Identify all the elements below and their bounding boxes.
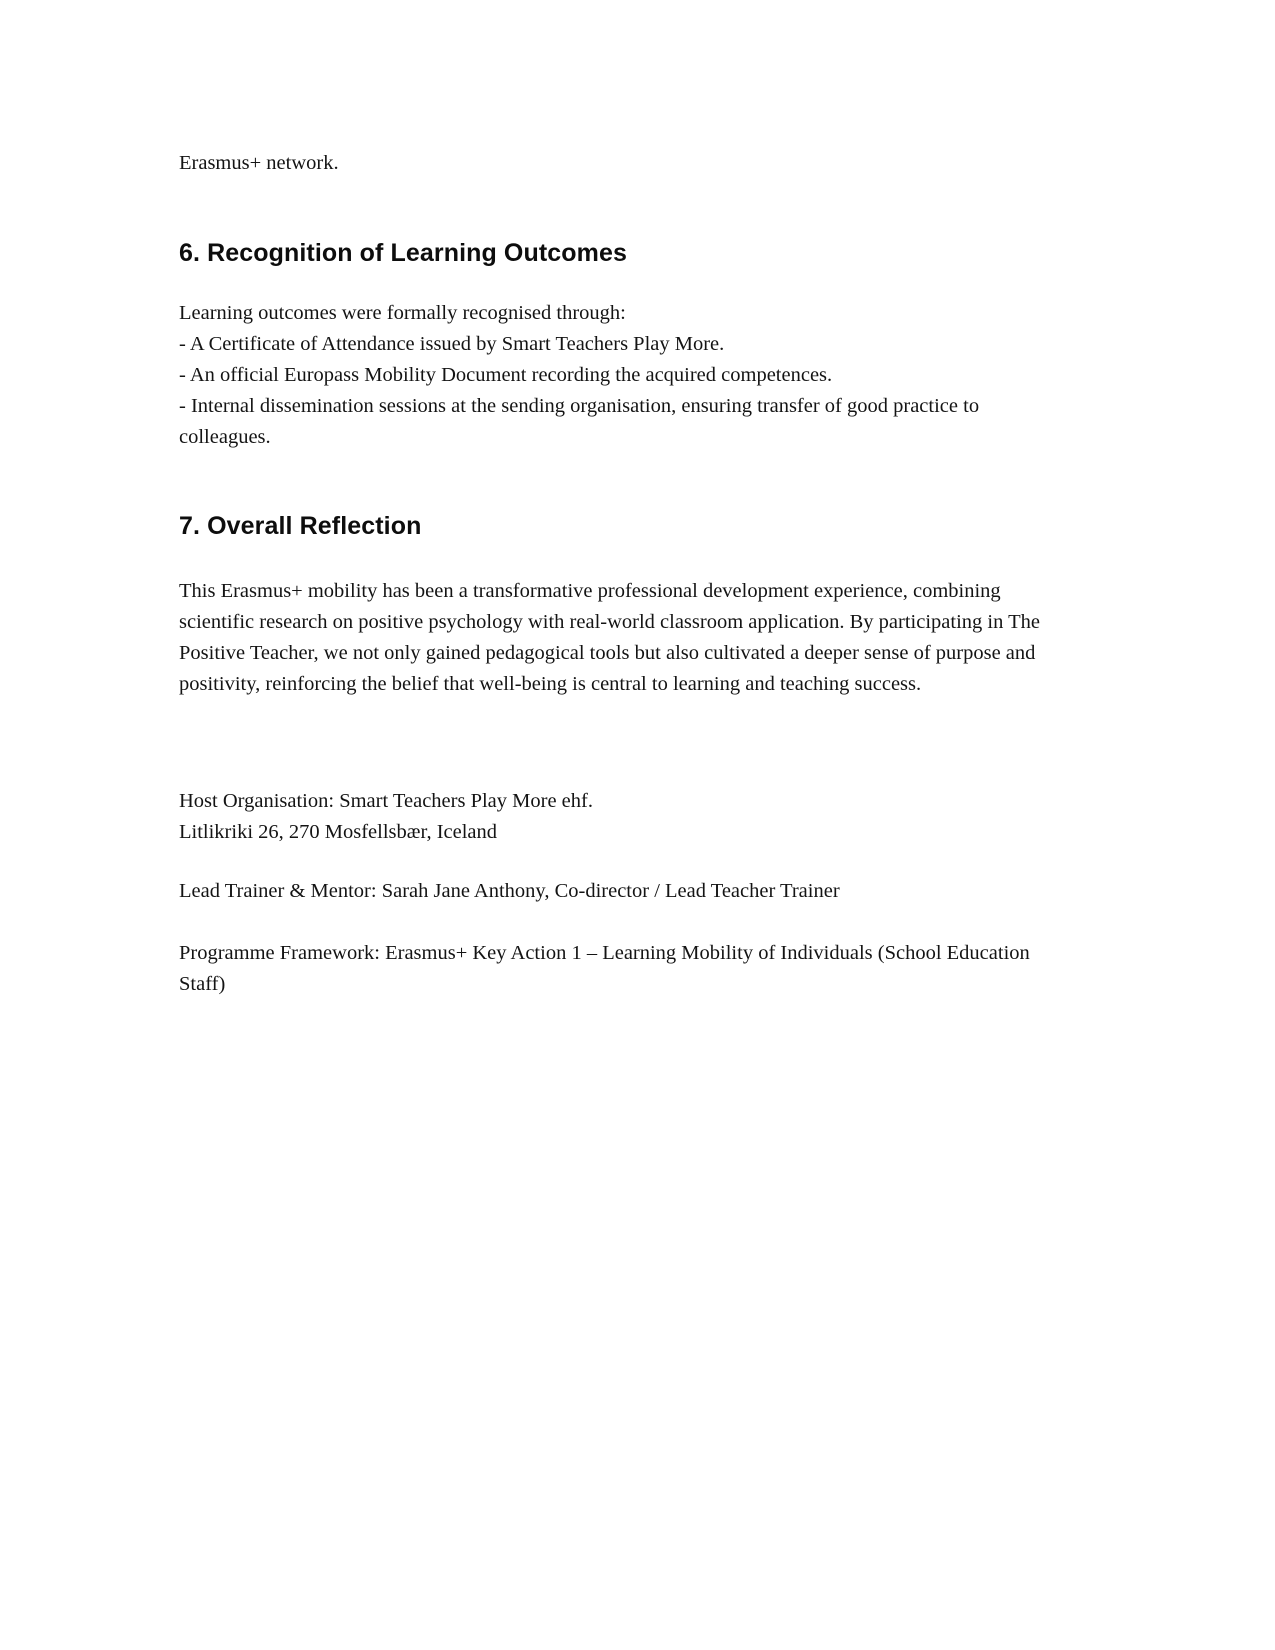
host-organisation-line: Host Organisation: Smart Teachers Play More ehf. bbox=[179, 790, 593, 812]
recognition-intro-line: Learning outcomes were formally recognised through: bbox=[179, 302, 626, 324]
host-address-line: Litlikriki 26, 270 Mosfellsbær, Iceland bbox=[179, 821, 498, 843]
recognition-item-europass: - An official Europass Mobility Document recording the acquired competences. bbox=[179, 364, 833, 386]
host-organisation-block bbox=[179, 786, 1047, 848]
programme-framework-line: Programme Framework: Erasmus+ Key Action 1 – Learning Mobility of Individuals (School Education Staff) bbox=[179, 942, 1030, 995]
lead-trainer-line: Lead Trainer & Mentor: Sarah Jane Anthony, Co-director / Lead Teacher Trainer bbox=[179, 880, 840, 902]
section-heading-recognition: 6. Recognition of Learning Outcomes bbox=[179, 239, 627, 267]
section-heading-reflection: 7. Overall Reflection bbox=[179, 512, 422, 540]
recognition-item-dissemination: - Internal dissemination sessions at the sending organisation, ensuring transfer of good practice to colleagues. bbox=[179, 395, 980, 448]
recognition-item-certificate: - A Certificate of Attendance issued by Smart Teachers Play More. bbox=[179, 333, 725, 355]
intro-paragraph: Erasmus+ network. bbox=[179, 152, 339, 174]
recognition-paragraph bbox=[179, 298, 1047, 453]
reflection-paragraph: This Erasmus+ mobility has been a transformative professional development experience, combining scientific research on positive psychology with real-world classroom application. By participating in The Positive Teacher, we not only gained pedagogical tools but also cultivated a deeper sense of purpose and positivity, reinforcing the belief that well-being is central to learning and teaching success. bbox=[179, 580, 1040, 695]
